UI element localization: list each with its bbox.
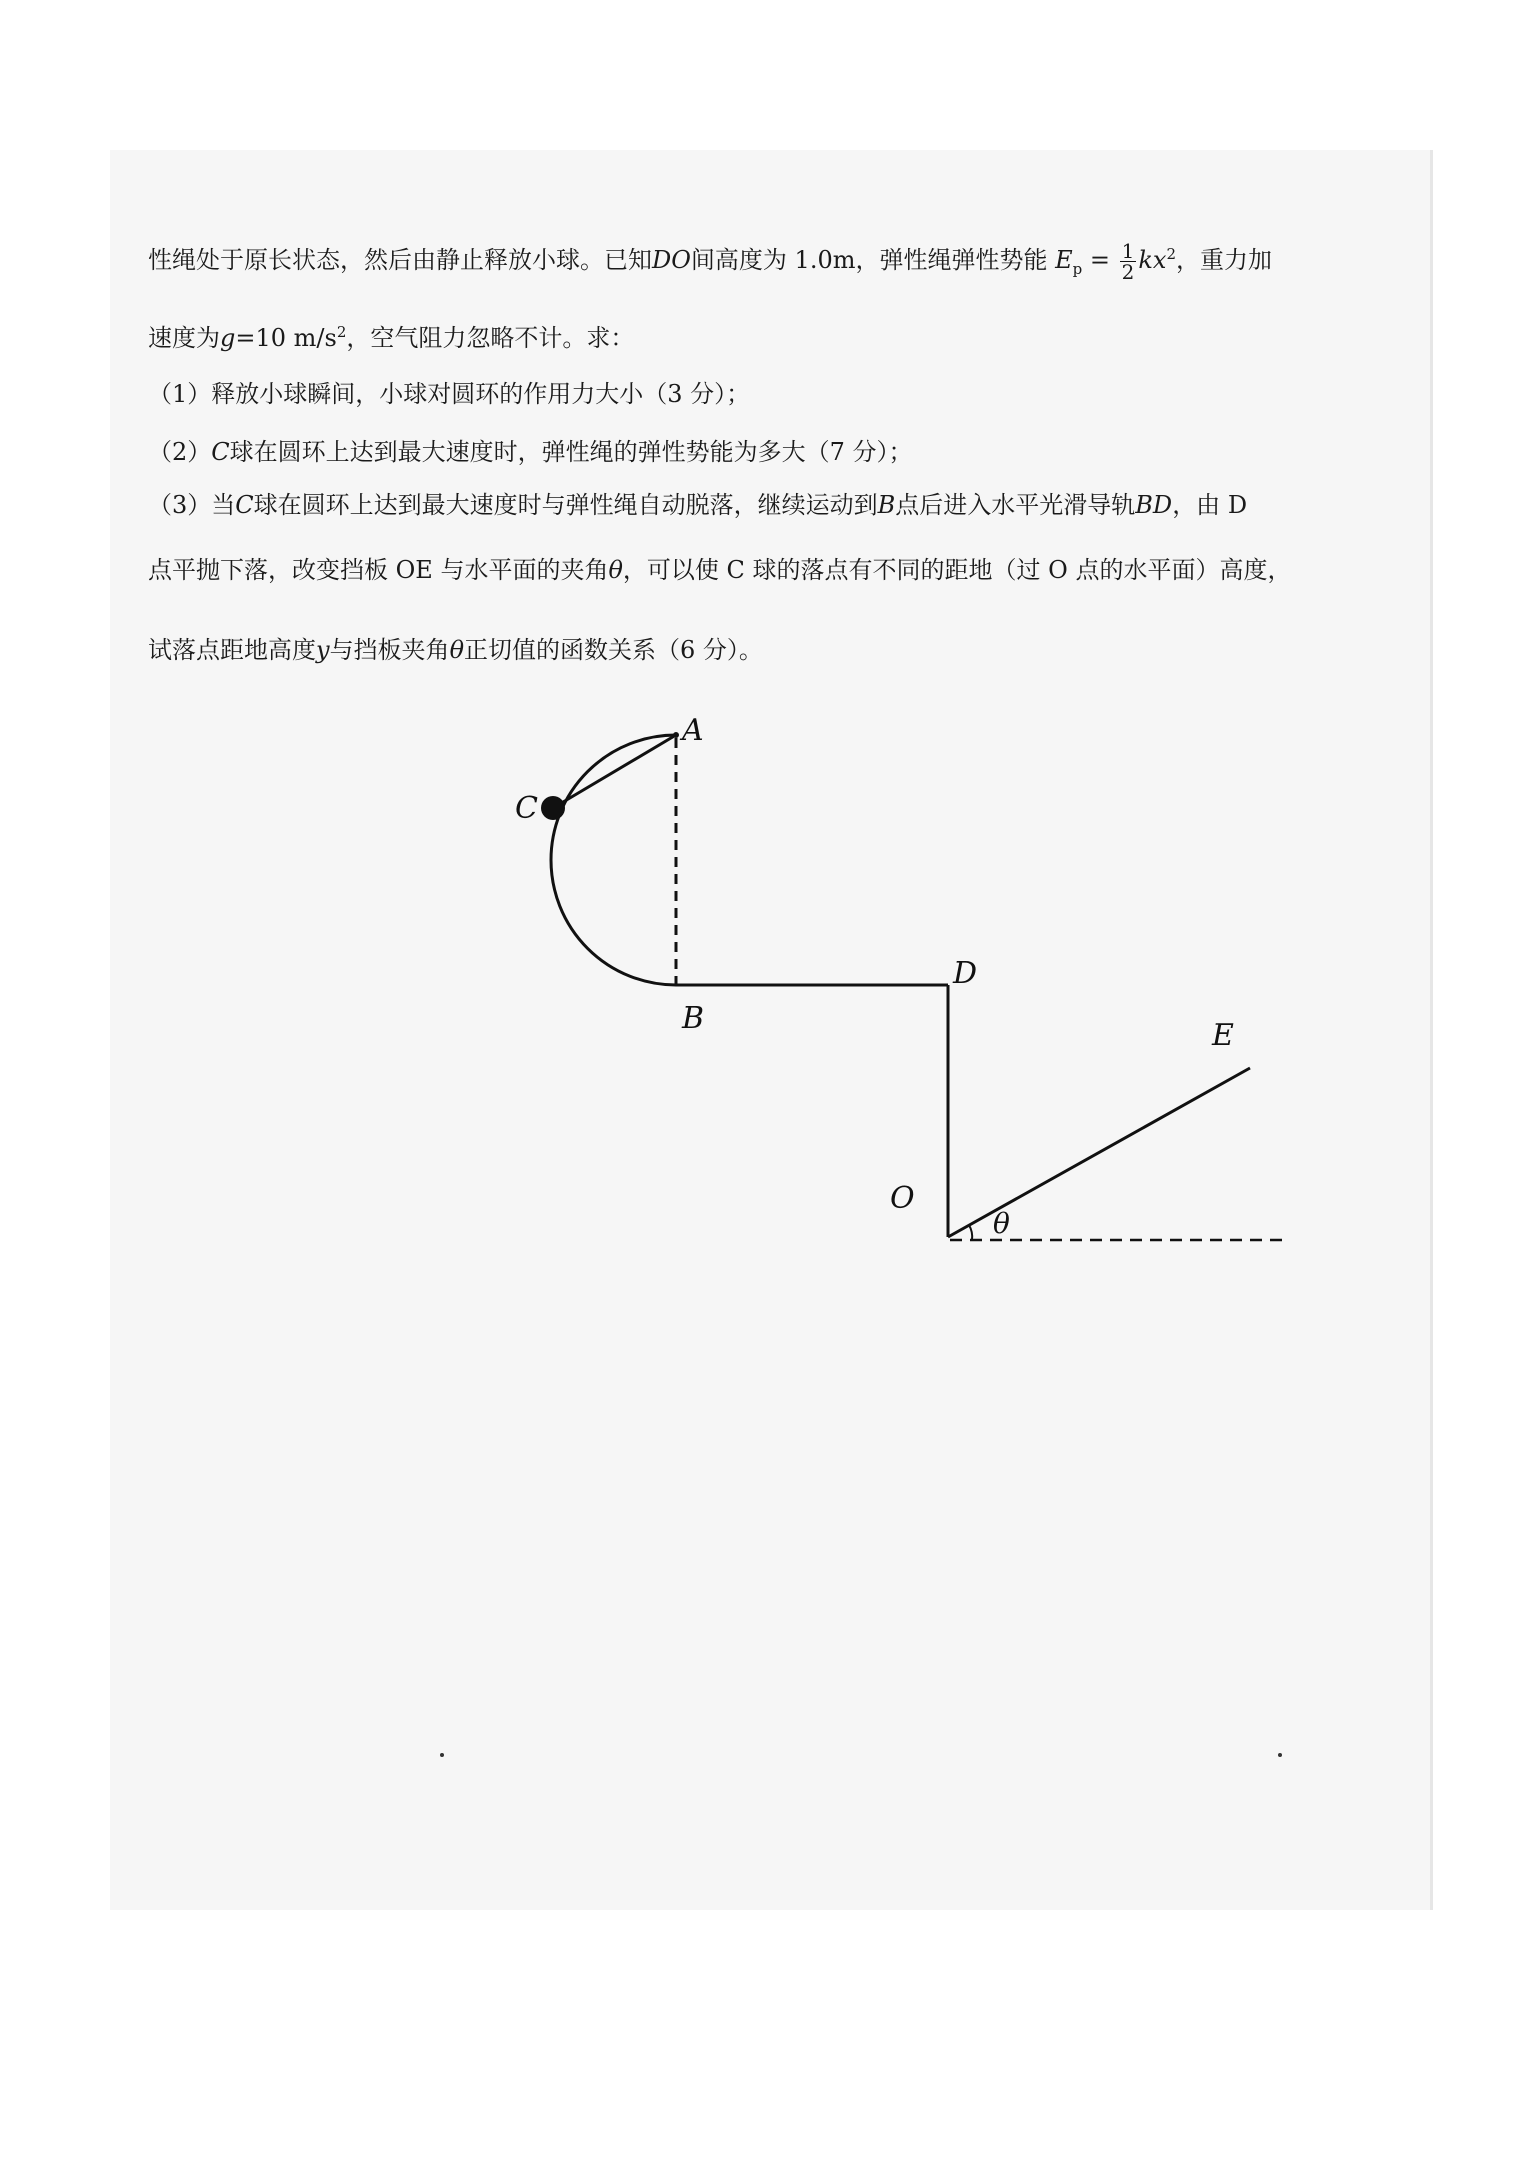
superscript-2: 2	[336, 323, 347, 341]
label-E: E	[1212, 1018, 1234, 1053]
text-segment: 球在圆环上达到最大速度时与弹性绳自动脱落，继续运动到	[253, 491, 878, 519]
text-segment: ，可以使 C 球的落点有不同的距地（过 O 点的水平面）高度，	[622, 556, 1292, 584]
var-C: C	[211, 438, 230, 466]
label-O: O	[890, 1181, 915, 1216]
label-C: C	[515, 791, 538, 826]
text-segment: 点平抛下落，改变挡板 OE 与水平面的夹角	[148, 556, 609, 584]
text-segment: （2）	[148, 438, 212, 466]
elastic-rope-AC	[553, 735, 676, 808]
text-segment: 正切值的函数关系（6 分）。	[464, 636, 763, 664]
var-y: y	[316, 636, 330, 664]
text-segment: ，空气阻力忽略不计。求：	[346, 324, 635, 352]
var-BD: BD	[1135, 491, 1173, 519]
text-segment: （3）当	[148, 491, 236, 519]
text-segment: 点后进入水平光滑导轨	[895, 491, 1136, 519]
text-segment: 间高度为 1.0m，弹性绳弹性势能	[690, 246, 1048, 274]
equals-sign: =	[1089, 246, 1111, 274]
theta-symbol: θ	[449, 636, 465, 664]
label-B: B	[682, 1001, 705, 1036]
text-segment: 与挡板夹角	[329, 636, 450, 664]
fraction-denominator: 2	[1121, 260, 1135, 284]
label-A: A	[682, 713, 704, 748]
text-segment: 球在圆环上达到最大速度时，弹性绳的弹性势能为多大（7 分）；	[229, 438, 913, 466]
text-segment: ，重力加	[1176, 246, 1273, 274]
var-B: B	[877, 491, 896, 519]
question-1: （1）释放小球瞬间，小球对圆环的作用力大小（3 分）；	[148, 380, 751, 408]
label-D: D	[953, 956, 978, 991]
var-E: E	[1055, 246, 1073, 274]
point-A-dot	[673, 732, 679, 738]
text-segment: 速度为	[148, 324, 220, 352]
var-DO: DO	[652, 246, 691, 274]
text-segment: ，由 D	[1172, 491, 1248, 519]
ball-C	[541, 796, 565, 820]
var-kx: kx	[1138, 246, 1167, 274]
var-C: C	[235, 491, 254, 519]
text-segment: =10 m/s	[235, 324, 337, 352]
theta-symbol: θ	[608, 556, 623, 584]
superscript-2: 2	[1166, 245, 1177, 263]
text-segment: 试落点距地高度	[148, 636, 316, 664]
text-segment: 性绳处于原长状态，然后由静止释放小球。已知	[148, 246, 652, 274]
scan-speck	[1278, 1753, 1282, 1757]
scan-speck	[440, 1753, 444, 1757]
label-theta: θ	[993, 1207, 1010, 1240]
var-g: g	[220, 324, 236, 352]
subscript-p: p	[1072, 259, 1083, 278]
angle-arc-theta	[969, 1225, 972, 1240]
fraction-numerator: 1	[1121, 239, 1135, 263]
